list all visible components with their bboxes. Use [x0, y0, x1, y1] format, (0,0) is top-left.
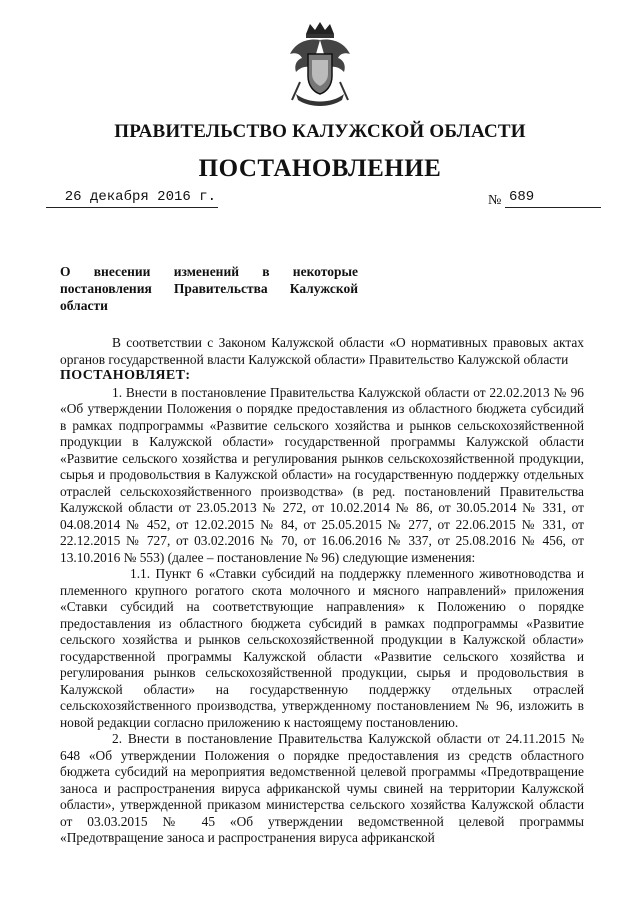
- document-body: [60, 335, 584, 847]
- document-number: 689: [505, 187, 601, 208]
- decree-heading: ПОСТАНОВЛЯЕТ:: [60, 368, 191, 383]
- intro-paragraph: В соответствии с Законом Калужской области «О нормативных правовых актах органов государственной власти Калужской области» Правительство Калужской области: [60, 335, 584, 367]
- paragraph-2: 2. Внести в постановление Правительства Калужской области от 24.11.2015 № 648 «Об утверждении Положения о порядке предоставления из средств областного бюджета субсидий на мероприятия ведомственной целевой программы «Предотвращение заноса и распространения вируса африканской чумы свиней на территории Калужской области», утвержденной приказом министерства сельского хозяйства Калужской области от 03.03.2015 № 45 «Об утверждении ведомственной целевой программы «Предотвращение заноса и распространения вируса африканской: [60, 731, 584, 845]
- coat-of-arms-icon: [286, 20, 354, 110]
- document-date: 26 декабря 2016 г.: [46, 187, 218, 208]
- organization-title: ПРАВИТЕЛЬСТВО КАЛУЖСКОЙ ОБЛАСТИ: [114, 121, 526, 142]
- document-type: ПОСТАНОВЛЕНИЕ: [198, 155, 442, 182]
- paragraph-1-1: 1.1. Пункт 6 «Ставки субсидий на поддержку племенного животноводства и племенного крупного рогатого скота молочного и мясного направлений» приложения «Ставки субсидий на соответствующие направления» к Положению о порядке предоставления из областного бюджета субсидий в рамках подпрограммы «Развитие сельского хозяйства и рынков сельскохозяйственной продукции в Калужской области» государственной программы Калужской области «Развитие сельского хозяйства и регулирования рынков сельскохозяйственной продукции, сырья и продовольствия в Калужской области» на государственную поддержку отдельных отраслей сельскохозяйственного производства, утвержденному постановлением № 96, изложить в новой редакции согласно приложению к настоящему постановлению.: [60, 566, 584, 730]
- document-subject: О внесении изменений в некоторые постановления Правительства Калужской области: [60, 264, 358, 313]
- number-label: №: [488, 193, 502, 208]
- paragraph-1: 1. Внести в постановление Правительства Калужской области от 22.02.2013 № 96 «Об утверждении Положения о порядке предоставления из областного бюджета субсидий в рамках подпрограммы «Развитие сельского хозяйства и рынков сельскохозяйственной продукции в Калужской области» государственной программы Калужской области «Развитие сельского хозяйства и регулирования рынков сельскохозяйственной продукции, сырья и продовольствия в Калужской области» на государственную поддержку отдельных отраслей сельскохозяйственного производства» (в ред. постановлений Правительства Калужской области от 23.05.2013 № 272, от 10.02.2014 № 86, от 30.05.2014 № 331, от 04.08.2014 № 452, от 12.02.2015 № 84, от 25.05.2015 № 277, от 22.06.2015 № 331, от 22.12.2015 № 727, от 03.02.2016 № 70, от 16.06.2016 № 337, от 25.08.2016 № 456, от 13.10.2016 № 553) (далее – постановление № 96) следующие изменения:: [60, 384, 584, 565]
